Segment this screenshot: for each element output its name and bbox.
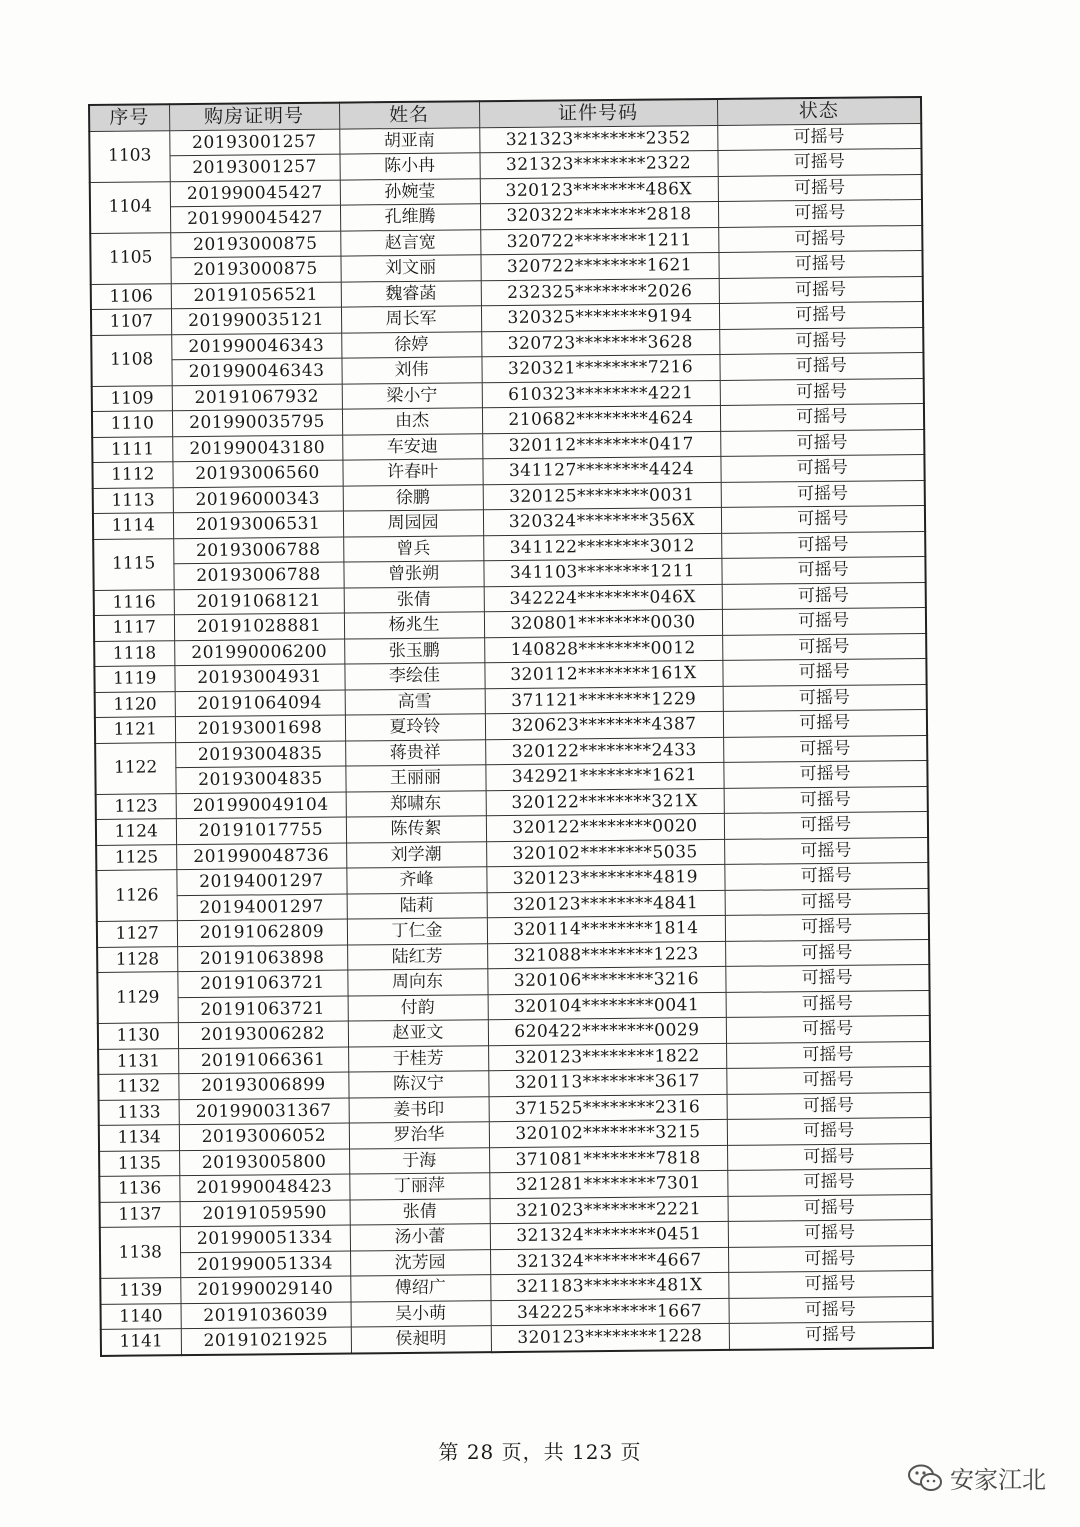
name-cell: 周长军 — [341, 306, 481, 333]
name-cell: 刘文丽 — [340, 255, 480, 282]
status-cell: 可摇号 — [721, 480, 925, 507]
id-no-cell: 320123********486X — [480, 176, 718, 204]
status-cell: 可摇号 — [723, 735, 927, 762]
cert-no-cell: 20193006788 — [173, 562, 343, 589]
id-no-cell: 341127********4424 — [482, 456, 720, 484]
cert-no-cell: 20191064094 — [175, 690, 345, 717]
status-cell: 可摇号 — [725, 939, 929, 966]
name-cell: 许春叶 — [342, 459, 482, 486]
id-no-cell: 320102********5035 — [486, 839, 724, 867]
cert-no-cell: 20191066361 — [178, 1047, 348, 1074]
cert-no-cell: 201990051334 — [180, 1225, 350, 1252]
housing-lottery-table — [88, 96, 934, 1356]
name-cell: 王丽丽 — [345, 765, 485, 792]
name-cell: 赵亚文 — [348, 1020, 488, 1047]
name-cell: 于海 — [349, 1147, 489, 1174]
id-no-cell: 210682********4624 — [482, 405, 720, 433]
id-no-cell: 320112********161X — [484, 660, 722, 688]
status-cell: 可摇号 — [725, 888, 929, 915]
status-cell: 可摇号 — [721, 556, 925, 583]
name-cell: 由杰 — [342, 408, 482, 435]
status-cell: 可摇号 — [721, 505, 925, 532]
name-cell: 胡亚南 — [339, 127, 479, 154]
status-cell: 可摇号 — [721, 531, 925, 558]
cert-no-cell: 201990035795 — [172, 409, 342, 436]
status-cell: 可摇号 — [720, 403, 924, 430]
id-no-cell: 320801********0030 — [484, 609, 722, 637]
status-cell: 可摇号 — [717, 123, 921, 150]
status-cell: 可摇号 — [717, 149, 921, 176]
cert-no-cell: 20193006899 — [178, 1072, 348, 1099]
seq-cell: 1106 — [91, 283, 171, 309]
seq-cell: 1113 — [93, 487, 173, 513]
cert-no-cell: 20193001698 — [175, 715, 345, 742]
name-cell: 车安迪 — [342, 433, 482, 460]
id-no-cell: 320112********0417 — [482, 431, 720, 459]
name-cell: 刘伟 — [341, 357, 481, 384]
cert-no-cell: 20191056521 — [171, 282, 341, 309]
cert-no-cell: 20191021925 — [181, 1327, 351, 1355]
cert-no-cell: 20191062809 — [177, 919, 347, 946]
id-no-cell: 320321********7216 — [481, 354, 719, 382]
seq-cell: 1126 — [96, 870, 176, 922]
status-cell: 可摇号 — [725, 913, 929, 940]
id-no-cell: 321324********4667 — [490, 1247, 728, 1275]
id-no-cell: 320723********3628 — [481, 329, 719, 357]
name-cell: 沈芳园 — [350, 1249, 490, 1276]
id-no-cell: 321023********2221 — [490, 1196, 728, 1224]
seq-cell: 1139 — [100, 1278, 180, 1304]
id-no-cell: 342225********1667 — [491, 1298, 729, 1326]
id-no-cell: 320123********1822 — [488, 1043, 726, 1071]
status-cell: 可摇号 — [724, 862, 928, 889]
seq-cell: 1136 — [99, 1176, 179, 1202]
seq-cell: 1104 — [90, 181, 170, 233]
cert-no-cell: 201990048736 — [176, 843, 346, 870]
id-no-cell: 342921********1621 — [485, 762, 723, 790]
status-cell: 可摇号 — [719, 276, 923, 303]
seq-cell: 1105 — [90, 232, 170, 284]
cert-no-cell: 20193006282 — [178, 1021, 348, 1048]
status-cell: 可摇号 — [728, 1296, 932, 1323]
cert-no-cell: 20191063721 — [177, 970, 347, 997]
name-cell: 郑啸东 — [346, 790, 486, 817]
id-no-cell: 320122********321X — [486, 788, 724, 816]
cert-no-cell: 20193000875 — [170, 256, 340, 283]
seq-cell: 1114 — [93, 513, 173, 539]
seq-cell: 1121 — [95, 717, 175, 743]
seq-cell: 1137 — [100, 1201, 180, 1227]
name-cell: 丁丽萍 — [349, 1173, 489, 1200]
header-name: 姓名 — [339, 101, 479, 128]
cert-no-cell: 20193004931 — [174, 664, 344, 691]
id-no-cell: 320113********3617 — [488, 1068, 726, 1096]
cert-no-cell: 20191036039 — [181, 1302, 351, 1329]
id-no-cell: 320722********1211 — [480, 227, 718, 255]
status-cell: 可摇号 — [722, 607, 926, 634]
name-cell: 丁仁金 — [347, 918, 487, 945]
status-cell: 可摇号 — [724, 786, 928, 813]
name-cell: 付韵 — [348, 994, 488, 1021]
id-no-cell: 321323********2352 — [479, 125, 717, 153]
status-cell: 可摇号 — [722, 658, 926, 685]
seq-cell: 1141 — [101, 1329, 181, 1356]
header-status: 状态 — [717, 97, 921, 125]
cert-no-cell: 20194001297 — [177, 894, 347, 921]
cert-no-cell: 201990045427 — [170, 205, 340, 232]
status-cell: 可摇号 — [718, 199, 922, 226]
wechat-icon — [908, 1464, 942, 1492]
seq-cell: 1129 — [97, 972, 177, 1024]
name-cell: 魏睿菡 — [341, 280, 481, 307]
name-cell: 张倩 — [344, 586, 484, 613]
cert-no-cell: 20193006560 — [172, 460, 342, 487]
seq-cell: 1111 — [92, 436, 172, 462]
id-no-cell: 320125********0031 — [483, 482, 721, 510]
name-cell: 姜书印 — [349, 1096, 489, 1123]
status-cell: 可摇号 — [719, 301, 923, 328]
seq-cell: 1127 — [97, 921, 177, 947]
status-cell: 可摇号 — [728, 1219, 932, 1246]
name-cell: 于桂芳 — [348, 1045, 488, 1072]
id-no-cell: 320102********3215 — [489, 1119, 727, 1147]
cert-no-cell: 20193006052 — [179, 1123, 349, 1150]
id-no-cell: 341122********3012 — [483, 533, 721, 561]
cert-no-cell: 201990048423 — [179, 1174, 349, 1201]
cert-no-cell: 201990046343 — [171, 358, 341, 385]
status-cell: 可摇号 — [722, 582, 926, 609]
name-cell: 梁小宁 — [342, 382, 482, 409]
id-no-cell: 320104********0041 — [488, 992, 726, 1020]
seq-cell: 1138 — [100, 1227, 180, 1279]
status-cell: 可摇号 — [723, 684, 927, 711]
cert-no-cell: 201990031367 — [179, 1098, 349, 1125]
cert-no-cell: 20191063721 — [178, 996, 348, 1023]
status-cell: 可摇号 — [726, 1066, 930, 1093]
name-cell: 徐鹏 — [343, 484, 483, 511]
id-no-cell: 320123********1228 — [491, 1323, 729, 1351]
name-cell: 张倩 — [350, 1198, 490, 1225]
seq-cell: 1119 — [94, 666, 174, 692]
header-cert-no: 购房证明号 — [169, 103, 339, 131]
status-cell: 可摇号 — [725, 964, 929, 991]
id-no-cell: 371081********7818 — [489, 1145, 727, 1173]
status-cell: 可摇号 — [723, 760, 927, 787]
name-cell: 陆莉 — [347, 892, 487, 919]
id-no-cell: 320722********1621 — [480, 252, 718, 280]
id-no-cell: 320324********356X — [483, 507, 721, 535]
status-cell: 可摇号 — [724, 811, 928, 838]
seq-cell: 1134 — [99, 1125, 179, 1151]
cert-no-cell: 20193005800 — [179, 1149, 349, 1176]
name-cell: 夏玲铃 — [345, 714, 485, 741]
id-no-cell: 320106********3216 — [487, 966, 725, 994]
id-no-cell: 321281********7301 — [489, 1170, 727, 1198]
status-cell: 可摇号 — [720, 429, 924, 456]
name-cell: 蒋贵祥 — [345, 739, 485, 766]
status-cell: 可摇号 — [723, 709, 927, 736]
seq-cell: 1140 — [101, 1303, 181, 1329]
cert-no-cell: 20191017755 — [176, 817, 346, 844]
name-cell: 吴小萌 — [351, 1300, 491, 1327]
seq-cell: 1108 — [91, 334, 171, 386]
status-cell: 可摇号 — [722, 633, 926, 660]
status-cell: 可摇号 — [724, 837, 928, 864]
id-no-cell: 320122********2433 — [485, 737, 723, 765]
cert-no-cell: 201990049104 — [176, 792, 346, 819]
id-no-cell: 342224********046X — [484, 584, 722, 612]
name-cell: 曾兵 — [343, 535, 483, 562]
name-cell: 李绘佳 — [344, 663, 484, 690]
id-no-cell: 320114********1814 — [487, 915, 725, 943]
name-cell: 孔维腾 — [340, 204, 480, 231]
status-cell: 可摇号 — [727, 1117, 931, 1144]
name-cell: 侯昶明 — [351, 1326, 491, 1353]
seq-cell: 1112 — [92, 462, 172, 488]
cert-no-cell: 20193000875 — [170, 231, 340, 258]
status-cell: 可摇号 — [719, 327, 923, 354]
name-cell: 周园园 — [343, 510, 483, 537]
seq-cell: 1122 — [95, 742, 175, 794]
cert-no-cell: 20193004835 — [175, 741, 345, 768]
id-no-cell: 140828********0012 — [484, 635, 722, 663]
id-no-cell: 371525********2316 — [489, 1094, 727, 1122]
cert-no-cell: 20193001257 — [170, 154, 340, 181]
id-no-cell: 371121********1229 — [485, 686, 723, 714]
name-cell: 周向东 — [347, 969, 487, 996]
status-cell: 可摇号 — [719, 352, 923, 379]
status-cell: 可摇号 — [729, 1321, 933, 1349]
cert-no-cell: 201990043180 — [172, 435, 342, 462]
name-cell: 罗治华 — [349, 1122, 489, 1149]
seq-cell: 1110 — [92, 411, 172, 437]
cert-no-cell: 201990046343 — [171, 333, 341, 360]
seq-cell: 1132 — [98, 1074, 178, 1100]
watermark-text: 安家江北 — [950, 1466, 1046, 1494]
status-cell: 可摇号 — [720, 378, 924, 405]
watermark — [908, 1460, 1046, 1495]
id-no-cell: 320325********9194 — [481, 303, 719, 331]
cert-no-cell: 20191063898 — [177, 945, 347, 972]
seq-cell: 1118 — [94, 640, 174, 666]
seq-cell: 1133 — [99, 1099, 179, 1125]
cert-no-cell: 201990029140 — [180, 1276, 350, 1303]
cert-no-cell: 20193001257 — [169, 129, 339, 156]
cert-no-cell: 20191067932 — [172, 384, 342, 411]
seq-cell: 1117 — [94, 615, 174, 641]
seq-cell: 1123 — [96, 793, 176, 819]
id-no-cell: 320123********4819 — [486, 864, 724, 892]
name-cell: 刘学潮 — [346, 841, 486, 868]
cert-no-cell: 201990035121 — [171, 307, 341, 334]
seq-cell: 1135 — [99, 1150, 179, 1176]
id-no-cell: 610323********4221 — [482, 380, 720, 408]
name-cell: 陈小冉 — [339, 153, 479, 180]
name-cell: 孙婉莹 — [340, 178, 480, 205]
cert-no-cell: 20196000343 — [173, 486, 343, 513]
id-no-cell: 320122********0020 — [486, 813, 724, 841]
id-no-cell: 321323********2322 — [479, 150, 717, 178]
cert-no-cell: 20194001297 — [176, 868, 346, 895]
id-no-cell: 320623********4387 — [485, 711, 723, 739]
header-id-no: 证件号码 — [479, 99, 717, 127]
status-cell: 可摇号 — [718, 250, 922, 277]
cert-no-cell: 20193006531 — [173, 511, 343, 538]
status-cell: 可摇号 — [727, 1092, 931, 1119]
seq-cell: 1120 — [95, 691, 175, 717]
id-no-cell: 321088********1223 — [487, 941, 725, 969]
seq-cell: 1107 — [91, 309, 171, 335]
seq-cell: 1109 — [92, 385, 172, 411]
seq-cell: 1124 — [96, 819, 176, 845]
status-cell: 可摇号 — [720, 454, 924, 481]
name-cell: 高雪 — [345, 688, 485, 715]
table-body — [89, 123, 933, 1355]
name-cell: 杨兆生 — [344, 612, 484, 639]
name-cell: 陈汉宁 — [348, 1071, 488, 1098]
name-cell: 陈传絮 — [346, 816, 486, 843]
id-no-cell: 320123********4841 — [487, 890, 725, 918]
status-cell: 可摇号 — [728, 1245, 932, 1272]
name-cell: 陆红芳 — [347, 943, 487, 970]
id-no-cell: 320322********2818 — [480, 201, 718, 229]
id-no-cell: 232325********2026 — [481, 278, 719, 306]
cert-no-cell: 20191059590 — [180, 1200, 350, 1227]
name-cell: 齐峰 — [346, 867, 486, 894]
cert-no-cell: 20191068121 — [174, 588, 344, 615]
cert-no-cell: 201990051334 — [180, 1251, 350, 1278]
id-no-cell: 341103********1211 — [483, 558, 721, 586]
cert-no-cell: 20193004835 — [175, 766, 345, 793]
header-seq: 序号 — [89, 104, 169, 131]
seq-cell: 1116 — [94, 589, 174, 615]
cert-no-cell: 20191028881 — [174, 613, 344, 640]
id-no-cell: 321324********0451 — [490, 1221, 728, 1249]
seq-cell: 1103 — [89, 130, 169, 182]
name-cell: 张玉鹏 — [344, 637, 484, 664]
status-cell: 可摇号 — [727, 1168, 931, 1195]
cert-no-cell: 201990006200 — [174, 639, 344, 666]
name-cell: 徐婷 — [341, 331, 481, 358]
seq-cell: 1128 — [97, 946, 177, 972]
cert-no-cell: 201990045427 — [170, 180, 340, 207]
id-no-cell: 620422********0029 — [488, 1017, 726, 1045]
seq-cell: 1130 — [98, 1023, 178, 1049]
status-cell: 可摇号 — [726, 990, 930, 1017]
seq-cell: 1125 — [96, 844, 176, 870]
status-cell: 可摇号 — [718, 174, 922, 201]
name-cell: 汤小蕾 — [350, 1224, 490, 1251]
name-cell: 赵言宽 — [340, 229, 480, 256]
status-cell: 可摇号 — [718, 225, 922, 252]
name-cell: 曾张朔 — [343, 561, 483, 588]
page-number: 第 28 页，共 123 页 — [438, 1440, 642, 1464]
seq-cell: 1115 — [93, 538, 173, 590]
cert-no-cell: 20193006788 — [173, 537, 343, 564]
status-cell: 可摇号 — [727, 1143, 931, 1170]
name-cell: 傅绍广 — [350, 1275, 490, 1302]
status-cell: 可摇号 — [726, 1041, 930, 1068]
status-cell: 可摇号 — [728, 1194, 932, 1221]
id-no-cell: 321183********481X — [490, 1272, 728, 1300]
status-cell: 可摇号 — [728, 1270, 932, 1297]
seq-cell: 1131 — [98, 1048, 178, 1074]
status-cell: 可摇号 — [726, 1015, 930, 1042]
